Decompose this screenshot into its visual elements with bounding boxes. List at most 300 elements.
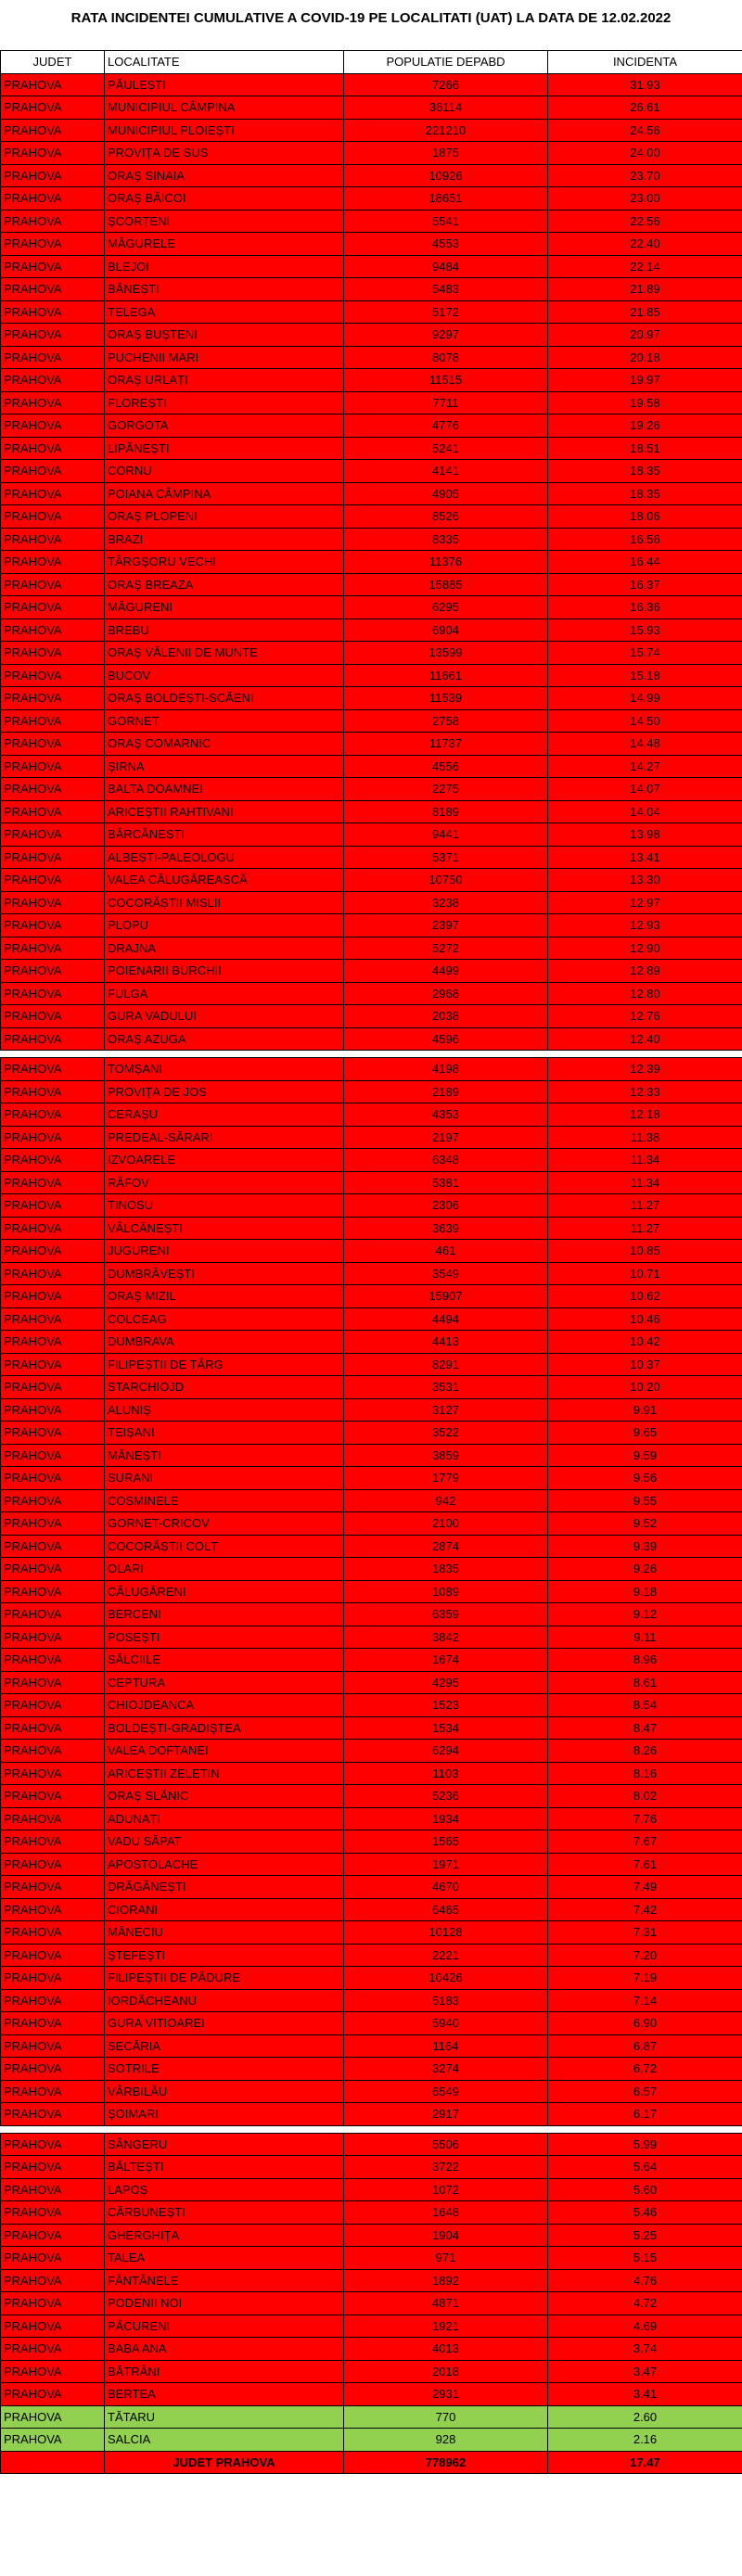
cell-judet: PRAHOVA bbox=[1, 733, 105, 756]
cell-judet: PRAHOVA bbox=[1, 1376, 105, 1399]
cell-incidenta: 19.97 bbox=[548, 369, 742, 392]
cell-judet: PRAHOVA bbox=[1, 73, 105, 96]
cell-populatie: 1648 bbox=[344, 2201, 548, 2225]
cell-judet: PRAHOVA bbox=[1, 1285, 105, 1308]
cell-incidenta: 9.26 bbox=[548, 1558, 742, 1581]
cell-localitate: FULGA bbox=[105, 982, 344, 1005]
cell-localitate: VÂLCĂNEȘTI bbox=[105, 1217, 344, 1240]
cell-localitate: POSEȘTI bbox=[105, 1626, 344, 1649]
cell-incidenta: 7.42 bbox=[548, 1898, 742, 1921]
cell-localitate: ORAȘ SINAIA bbox=[105, 164, 344, 187]
table-row bbox=[1, 324, 742, 347]
cell-judet: PRAHOVA bbox=[1, 618, 105, 642]
cell-incidenta: 18.35 bbox=[548, 460, 742, 483]
table-row bbox=[1, 1171, 742, 1194]
cell-populatie: 4905 bbox=[344, 482, 548, 505]
cell-localitate: TINOSU bbox=[105, 1194, 344, 1218]
cell-localitate: CĂLUGĂRENI bbox=[105, 1580, 344, 1603]
cell-incidenta: 24.00 bbox=[548, 142, 742, 165]
cell-incidenta: 19.26 bbox=[548, 414, 742, 438]
cell-judet: PRAHOVA bbox=[1, 869, 105, 892]
cell-judet: PRAHOVA bbox=[1, 596, 105, 619]
cell-populatie: 3522 bbox=[344, 1422, 548, 1445]
table-header-row bbox=[1, 51, 742, 74]
cell-localitate: ALUNIȘ bbox=[105, 1398, 344, 1422]
cell-incidenta: 8.26 bbox=[548, 1740, 742, 1763]
cell-incidenta: 11.34 bbox=[548, 1149, 742, 1172]
table-row bbox=[1, 1535, 742, 1558]
cell-localitate: TALEA bbox=[105, 2247, 344, 2270]
cell-populatie: 5183 bbox=[344, 1989, 548, 2012]
cell-judet: PRAHOVA bbox=[1, 2269, 105, 2292]
cell-incidenta: 4.76 bbox=[548, 2269, 742, 2292]
cell-judet: PRAHOVA bbox=[1, 324, 105, 347]
cell-localitate: MUNICIPIUL PLOIEȘTI bbox=[105, 119, 344, 142]
cell-localitate: VALEA DOFTANEI bbox=[105, 1740, 344, 1763]
cell-populatie: 1103 bbox=[344, 1762, 548, 1785]
cell-populatie: 2917 bbox=[344, 2103, 548, 2126]
cell-incidenta: 22.56 bbox=[548, 210, 742, 233]
cell-localitate: ȘCORȚENI bbox=[105, 210, 344, 233]
cell-incidenta: 14.99 bbox=[548, 687, 742, 710]
cell-localitate: PUCHENII MARI bbox=[105, 346, 344, 369]
cell-localitate: GURA VITIOAREI bbox=[105, 2012, 344, 2035]
cell-localitate: CEPTURA bbox=[105, 1671, 344, 1694]
cell-incidenta: 18.35 bbox=[548, 482, 742, 505]
cell-populatie: 6549 bbox=[344, 2080, 548, 2103]
cell-localitate: DUMBRAVA bbox=[105, 1331, 344, 1354]
cell-incidenta: 9.12 bbox=[548, 1603, 742, 1626]
cell-populatie: 5272 bbox=[344, 937, 548, 960]
cell-incidenta: 13.30 bbox=[548, 869, 742, 892]
cell-judet: PRAHOVA bbox=[1, 2429, 105, 2452]
cell-judet: PRAHOVA bbox=[1, 2292, 105, 2315]
cell-populatie: 3238 bbox=[344, 891, 548, 914]
total-row bbox=[1, 2451, 742, 2474]
table-row bbox=[1, 618, 742, 642]
table-row bbox=[1, 1762, 742, 1785]
cell-populatie: 4413 bbox=[344, 1331, 548, 1354]
cell-incidenta: 7.76 bbox=[548, 1807, 742, 1830]
table-row bbox=[1, 2178, 742, 2201]
cell-judet: PRAHOVA bbox=[1, 2201, 105, 2225]
group-separator-cell bbox=[1, 2125, 742, 2133]
cell-judet: PRAHOVA bbox=[1, 1240, 105, 1263]
table-row bbox=[1, 687, 742, 710]
cell-populatie: 3722 bbox=[344, 2156, 548, 2179]
table-row bbox=[1, 960, 742, 983]
table-row bbox=[1, 709, 742, 733]
cell-incidenta: 15.18 bbox=[548, 664, 742, 687]
table-row bbox=[1, 1353, 742, 1376]
cell-populatie: 2038 bbox=[344, 1005, 548, 1028]
cell-populatie: 1534 bbox=[344, 1716, 548, 1740]
cell-incidenta: 21.85 bbox=[548, 300, 742, 324]
cell-judet: PRAHOVA bbox=[1, 800, 105, 823]
table-row bbox=[1, 2058, 742, 2081]
cell-judet: PRAHOVA bbox=[1, 960, 105, 983]
cell-populatie: 15885 bbox=[344, 573, 548, 596]
table-row bbox=[1, 1194, 742, 1218]
cell-incidenta: 16.44 bbox=[548, 551, 742, 574]
table-row bbox=[1, 2201, 742, 2225]
cell-populatie: 11737 bbox=[344, 733, 548, 756]
cell-localitate: TEIȘANI bbox=[105, 1422, 344, 1445]
cell-incidenta: 7.19 bbox=[548, 1967, 742, 1990]
cell-localitate: FILIPEȘTII DE PĂDURE bbox=[105, 1967, 344, 1990]
table-row bbox=[1, 1603, 742, 1626]
cell-localitate: PROVIȚA DE SUS bbox=[105, 142, 344, 165]
table-row bbox=[1, 1558, 742, 1581]
cell-judet: PRAHOVA bbox=[1, 2338, 105, 2361]
cell-judet: PRAHOVA bbox=[1, 2133, 105, 2156]
cell-incidenta: 21.89 bbox=[548, 278, 742, 301]
cell-incidenta: 9.55 bbox=[548, 1489, 742, 1512]
cell-judet: PRAHOVA bbox=[1, 2383, 105, 2406]
cell-localitate: SECĂRIA bbox=[105, 2034, 344, 2058]
cell-incidenta: 5.15 bbox=[548, 2247, 742, 2270]
cell-judet: PRAHOVA bbox=[1, 1005, 105, 1028]
cell-localitate: ORAȘ SLĂNIC bbox=[105, 1785, 344, 1808]
cell-localitate: GHERGHIȚA bbox=[105, 2224, 344, 2247]
cell-judet: PRAHOVA bbox=[1, 346, 105, 369]
cell-incidenta: 12.89 bbox=[548, 960, 742, 983]
cell-localitate: POIANA CÂMPINA bbox=[105, 482, 344, 505]
cell-incidenta: 10.37 bbox=[548, 1353, 742, 1376]
cell-incidenta: 12.33 bbox=[548, 1080, 742, 1103]
cell-incidenta: 10.46 bbox=[548, 1307, 742, 1331]
cell-localitate: ORAȘ BOLDEȘTI-SCĂENI bbox=[105, 687, 344, 710]
cell-localitate: LAPOȘ bbox=[105, 2178, 344, 2201]
cell-localitate: LIPĂNEȘTI bbox=[105, 437, 344, 460]
cell-localitate: PLOPU bbox=[105, 914, 344, 937]
cell-populatie: 13599 bbox=[344, 642, 548, 665]
cell-localitate: ORAȘ AZUGA bbox=[105, 1027, 344, 1051]
cell-judet: PRAHOVA bbox=[1, 1058, 105, 1081]
cell-populatie: 4013 bbox=[344, 2338, 548, 2361]
cell-populatie: 11661 bbox=[344, 664, 548, 687]
cell-judet: PRAHOVA bbox=[1, 1398, 105, 1422]
table-row bbox=[1, 1103, 742, 1127]
cell-populatie: 2221 bbox=[344, 1944, 548, 1967]
cell-localitate: ARICEȘTII ZELETIN bbox=[105, 1762, 344, 1785]
table-row bbox=[1, 2292, 742, 2315]
cell-localitate: SURANI bbox=[105, 1467, 344, 1490]
table-row bbox=[1, 2383, 742, 2406]
cell-incidenta: 26.61 bbox=[548, 96, 742, 120]
cell-incidenta: 23.00 bbox=[548, 187, 742, 210]
cell-incidenta: 12.39 bbox=[548, 1058, 742, 1081]
cell-incidenta: 4.72 bbox=[548, 2292, 742, 2315]
group-separator bbox=[1, 2125, 742, 2133]
cell-localitate: TĂTARU bbox=[105, 2405, 344, 2429]
table-row bbox=[1, 528, 742, 551]
table-row bbox=[1, 800, 742, 823]
cell-populatie: 6359 bbox=[344, 1603, 548, 1626]
table-row bbox=[1, 1694, 742, 1717]
cell-populatie: 4670 bbox=[344, 1876, 548, 1899]
table-row bbox=[1, 1489, 742, 1512]
table-row bbox=[1, 2405, 742, 2429]
cell-localitate: ȘOIMARI bbox=[105, 2103, 344, 2126]
cell-judet: PRAHOVA bbox=[1, 1944, 105, 1967]
cell-judet: PRAHOVA bbox=[1, 1512, 105, 1536]
cell-localitate: BERCENI bbox=[105, 1603, 344, 1626]
cell-populatie: 1565 bbox=[344, 1830, 548, 1854]
cell-localitate: BRAZI bbox=[105, 528, 344, 551]
cell-incidenta: 7.61 bbox=[548, 1853, 742, 1876]
cell-judet: PRAHOVA bbox=[1, 2080, 105, 2103]
cell-localitate: FILIPEȘTII DE TÂRG bbox=[105, 1353, 344, 1376]
cell-localitate: FLOREȘTI bbox=[105, 391, 344, 414]
cell-populatie: 15907 bbox=[344, 1285, 548, 1308]
cell-judet: PRAHOVA bbox=[1, 142, 105, 165]
table-row bbox=[1, 1740, 742, 1763]
table-row bbox=[1, 187, 742, 210]
cell-incidenta: 9.39 bbox=[548, 1535, 742, 1558]
cell-localitate: SĂLCIILE bbox=[105, 1649, 344, 1672]
table-row bbox=[1, 891, 742, 914]
cell-populatie: 4198 bbox=[344, 1058, 548, 1081]
table-row bbox=[1, 505, 742, 529]
cell-judet: PRAHOVA bbox=[1, 119, 105, 142]
table-row bbox=[1, 2156, 742, 2179]
table-row bbox=[1, 1785, 742, 1808]
cell-judet: PRAHOVA bbox=[1, 1489, 105, 1512]
cell-populatie: 2275 bbox=[344, 778, 548, 801]
table-row bbox=[1, 460, 742, 483]
cell-populatie: 2931 bbox=[344, 2383, 548, 2406]
cell-populatie: 4353 bbox=[344, 1103, 548, 1127]
cell-judet: PRAHOVA bbox=[1, 664, 105, 687]
cell-judet: PRAHOVA bbox=[1, 482, 105, 505]
cell-incidenta: 11.34 bbox=[548, 1171, 742, 1194]
table-row bbox=[1, 2080, 742, 2103]
cell-populatie: 7266 bbox=[344, 73, 548, 96]
table-row bbox=[1, 869, 742, 892]
cell-judet: PRAHOVA bbox=[1, 1080, 105, 1103]
cell-judet: PRAHOVA bbox=[1, 300, 105, 324]
table-row bbox=[1, 2012, 742, 2035]
table-row bbox=[1, 369, 742, 392]
table-row bbox=[1, 2269, 742, 2292]
table-row bbox=[1, 1444, 742, 1467]
cell-judet: PRAHOVA bbox=[1, 2224, 105, 2247]
cell-judet: PRAHOVA bbox=[1, 1740, 105, 1763]
cell-judet: PRAHOVA bbox=[1, 914, 105, 937]
cell-localitate: IZVOARELE bbox=[105, 1149, 344, 1172]
table-row bbox=[1, 2247, 742, 2270]
cell-populatie: 6904 bbox=[344, 618, 548, 642]
cell-judet: PRAHOVA bbox=[1, 414, 105, 438]
cell-incidenta: 9.11 bbox=[548, 1626, 742, 1649]
cell-localitate: DRĂGĂNEȘTI bbox=[105, 1876, 344, 1899]
cell-localitate: ADUNAȚI bbox=[105, 1807, 344, 1830]
cell-incidenta: 31.93 bbox=[548, 73, 742, 96]
cell-incidenta: 9.65 bbox=[548, 1422, 742, 1445]
cell-incidenta: 22.14 bbox=[548, 255, 742, 278]
cell-localitate: FÂNTÂNELE bbox=[105, 2269, 344, 2292]
cell-judet: PRAHOVA bbox=[1, 1762, 105, 1785]
table-row bbox=[1, 1005, 742, 1028]
total-populatie: 778962 bbox=[344, 2451, 548, 2474]
cell-localitate: ORAȘ MIZIL bbox=[105, 1285, 344, 1308]
cell-judet: PRAHOVA bbox=[1, 255, 105, 278]
cell-localitate: CERAȘU bbox=[105, 1103, 344, 1127]
cell-populatie: 10750 bbox=[344, 869, 548, 892]
cell-populatie: 3274 bbox=[344, 2058, 548, 2081]
cell-incidenta: 7.20 bbox=[548, 1944, 742, 1967]
cell-localitate: ARICEȘTII RAHTIVANI bbox=[105, 800, 344, 823]
cell-localitate: ORAȘ BĂICOI bbox=[105, 187, 344, 210]
cell-judet: PRAHOVA bbox=[1, 846, 105, 869]
cell-populatie: 4776 bbox=[344, 414, 548, 438]
cell-populatie: 10426 bbox=[344, 1967, 548, 1990]
cell-localitate: VADU SĂPAT bbox=[105, 1830, 344, 1854]
cell-localitate: ORAȘ VĂLENII DE MUNTE bbox=[105, 642, 344, 665]
cell-judet: PRAHOVA bbox=[1, 642, 105, 665]
cell-populatie: 8526 bbox=[344, 505, 548, 529]
cell-incidenta: 10.85 bbox=[548, 1240, 742, 1263]
table-row bbox=[1, 482, 742, 505]
cell-judet: PRAHOVA bbox=[1, 2058, 105, 2081]
cell-populatie: 6295 bbox=[344, 596, 548, 619]
cell-incidenta: 13.98 bbox=[548, 823, 742, 847]
cell-localitate: MĂNEȘTI bbox=[105, 1444, 344, 1467]
cell-localitate: GORGOTA bbox=[105, 414, 344, 438]
cell-populatie: 6465 bbox=[344, 1898, 548, 1921]
table-row bbox=[1, 664, 742, 687]
cell-judet: PRAHOVA bbox=[1, 1671, 105, 1694]
table-row bbox=[1, 1512, 742, 1536]
table-row bbox=[1, 1626, 742, 1649]
cell-localitate: OLARI bbox=[105, 1558, 344, 1581]
cell-populatie: 5506 bbox=[344, 2133, 548, 2156]
cell-localitate: ORAȘ PLOPENI bbox=[105, 505, 344, 529]
cell-incidenta: 11.27 bbox=[548, 1217, 742, 1240]
cell-populatie: 9297 bbox=[344, 324, 548, 347]
cell-localitate: GORNET-CRICOV bbox=[105, 1512, 344, 1536]
cell-incidenta: 6.90 bbox=[548, 2012, 742, 2035]
cell-localitate: CORNU bbox=[105, 460, 344, 483]
cell-judet: PRAHOVA bbox=[1, 1853, 105, 1876]
cell-populatie: 2758 bbox=[344, 709, 548, 733]
cell-incidenta: 8.16 bbox=[548, 1762, 742, 1785]
table-row bbox=[1, 1967, 742, 1990]
cell-populatie: 4871 bbox=[344, 2292, 548, 2315]
cell-incidenta: 12.97 bbox=[548, 891, 742, 914]
cell-populatie: 3859 bbox=[344, 1444, 548, 1467]
cell-localitate: PREDEAL-SĂRARI bbox=[105, 1126, 344, 1149]
cell-populatie: 928 bbox=[344, 2429, 548, 2452]
header-populatie: POPULATIE DEPABD bbox=[344, 51, 548, 74]
cell-populatie: 4553 bbox=[344, 233, 548, 256]
cell-judet: PRAHOVA bbox=[1, 1353, 105, 1376]
total-incidenta: 17.47 bbox=[548, 2451, 742, 2474]
cell-incidenta: 23.70 bbox=[548, 164, 742, 187]
table-row bbox=[1, 1307, 742, 1331]
cell-judet: PRAHOVA bbox=[1, 573, 105, 596]
cell-judet: PRAHOVA bbox=[1, 982, 105, 1005]
cell-populatie: 5381 bbox=[344, 1171, 548, 1194]
cell-localitate: MĂGURELE bbox=[105, 233, 344, 256]
cell-populatie: 3531 bbox=[344, 1376, 548, 1399]
table-row bbox=[1, 1671, 742, 1694]
table-row bbox=[1, 2133, 742, 2156]
cell-incidenta: 15.74 bbox=[548, 642, 742, 665]
table-row bbox=[1, 1649, 742, 1672]
header-localitate: LOCALITATE bbox=[105, 51, 344, 74]
cell-incidenta: 20.18 bbox=[548, 346, 742, 369]
table-row bbox=[1, 1876, 742, 1899]
cell-localitate: ORAȘ BUȘTENI bbox=[105, 324, 344, 347]
table-row bbox=[1, 1944, 742, 1967]
table-row bbox=[1, 1422, 742, 1445]
cell-judet: PRAHOVA bbox=[1, 187, 105, 210]
cell-incidenta: 10.62 bbox=[548, 1285, 742, 1308]
cell-localitate: VALEA CĂLUGĂREASCĂ bbox=[105, 869, 344, 892]
cell-localitate: APOSTOLACHE bbox=[105, 1853, 344, 1876]
cell-localitate: CĂRBUNEȘTI bbox=[105, 2201, 344, 2225]
cell-localitate: MĂNECIU bbox=[105, 1921, 344, 1945]
cell-populatie: 11539 bbox=[344, 687, 548, 710]
cell-localitate: ȘIRNA bbox=[105, 755, 344, 778]
table-row bbox=[1, 1217, 742, 1240]
cell-populatie: 1523 bbox=[344, 1694, 548, 1717]
cell-populatie: 971 bbox=[344, 2247, 548, 2270]
cell-incidenta: 13.41 bbox=[548, 846, 742, 869]
cell-judet: PRAHOVA bbox=[1, 1830, 105, 1854]
cell-incidenta: 7.31 bbox=[548, 1921, 742, 1945]
cell-judet: PRAHOVA bbox=[1, 2405, 105, 2429]
cell-populatie: 1089 bbox=[344, 1580, 548, 1603]
cell-localitate: TOMȘANI bbox=[105, 1058, 344, 1081]
cell-incidenta: 9.18 bbox=[548, 1580, 742, 1603]
cell-localitate: COLCEAG bbox=[105, 1307, 344, 1331]
table-row bbox=[1, 1126, 742, 1149]
cell-judet: PRAHOVA bbox=[1, 369, 105, 392]
cell-incidenta: 8.96 bbox=[548, 1649, 742, 1672]
incidence-table bbox=[0, 50, 742, 2474]
cell-judet: PRAHOVA bbox=[1, 1694, 105, 1717]
cell-incidenta: 6.72 bbox=[548, 2058, 742, 2081]
cell-incidenta: 12.93 bbox=[548, 914, 742, 937]
cell-judet: PRAHOVA bbox=[1, 1444, 105, 1467]
table-row bbox=[1, 96, 742, 120]
table-row bbox=[1, 1376, 742, 1399]
cell-incidenta: 12.90 bbox=[548, 937, 742, 960]
table-row bbox=[1, 982, 742, 1005]
cell-populatie: 2189 bbox=[344, 1080, 548, 1103]
cell-incidenta: 7.49 bbox=[548, 1876, 742, 1899]
cell-judet: PRAHOVA bbox=[1, 1262, 105, 1285]
table-row bbox=[1, 300, 742, 324]
table-row bbox=[1, 846, 742, 869]
cell-judet: PRAHOVA bbox=[1, 2156, 105, 2179]
cell-populatie: 11515 bbox=[344, 369, 548, 392]
cell-localitate: SALCIA bbox=[105, 2429, 344, 2452]
table-row bbox=[1, 1853, 742, 1876]
cell-populatie: 1835 bbox=[344, 1558, 548, 1581]
cell-populatie: 461 bbox=[344, 1240, 548, 1263]
cell-judet: PRAHOVA bbox=[1, 233, 105, 256]
cell-populatie: 5236 bbox=[344, 1785, 548, 1808]
cell-judet: PRAHOVA bbox=[1, 1626, 105, 1649]
cell-incidenta: 12.40 bbox=[548, 1027, 742, 1051]
cell-localitate: COCORĂȘTII MISLII bbox=[105, 891, 344, 914]
cell-incidenta: 9.59 bbox=[548, 1444, 742, 1467]
cell-populatie: 2968 bbox=[344, 982, 548, 1005]
